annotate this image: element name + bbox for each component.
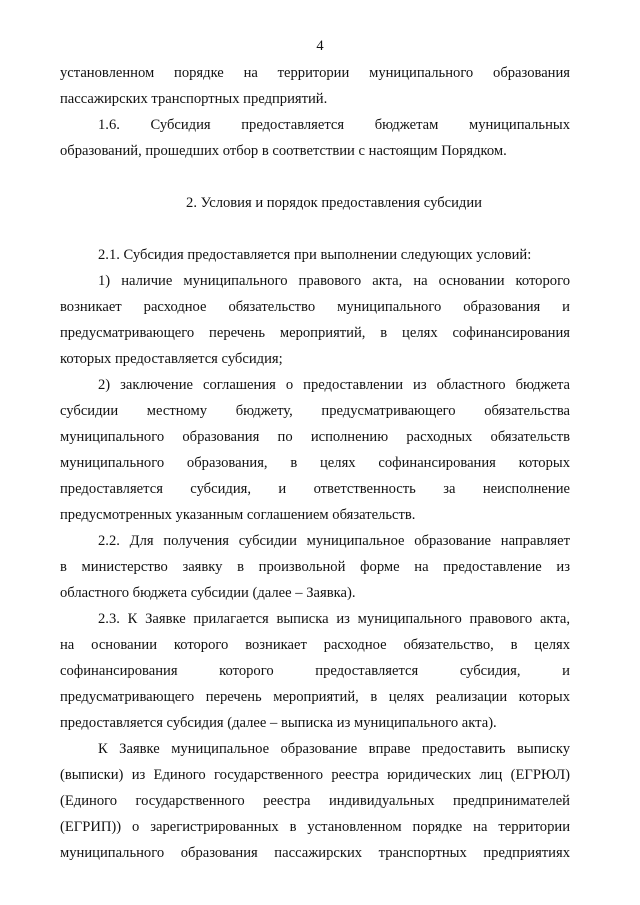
text-line: (ЕГРИП)) о зарегистрированных в установленном порядке на территории (60, 819, 570, 835)
text-line: в министерство заявку в произвольной форме на предоставление из (60, 559, 570, 575)
text-line: К Заявке муниципальное образование вправе предоставить выписку (98, 741, 570, 757)
text-line: на основании которого возникает расходное обязательство, в целях (60, 637, 570, 653)
text-line: пассажирских транспортных предприятий. (60, 91, 328, 107)
text-line: установленном порядке на территории муниципального образования (60, 65, 570, 81)
text-line: 2.2. Для получения субсидии муниципальное образование направляет (98, 533, 570, 549)
text-line: предоставляется субсидия (далее – выписка из муниципального акта). (60, 715, 497, 731)
text-line: 2.3. К Заявке прилагается выписка из муниципального правового акта, (98, 611, 570, 627)
text-line: предусмотренных указанным соглашением обязательств. (60, 507, 416, 523)
section-gap (60, 164, 570, 190)
page-number: 4 (316, 38, 324, 54)
text-line: 2.1. Субсидия предоставляется при выполнении следующих условий: (98, 247, 532, 263)
text-line: 2) заключение соглашения о предоставлении из областного бюджета (98, 377, 570, 393)
text-line: муниципального образования по исполнению расходных обязательств (60, 429, 570, 445)
text-line: (Единого государственного реестра индивидуальных предпринимателей (60, 793, 570, 809)
text-line: образований, прошедших отбор в соответствии с настоящим Порядком. (60, 143, 507, 159)
text-line: предоставляется субсидия, и ответственность за неисполнение (60, 481, 570, 497)
text-line: (выписки) из Единого государственного реестра юридических лиц (ЕГРЮЛ) (60, 767, 570, 783)
text-line: предусматривающего перечень мероприятий, в целях софинансирования (60, 325, 570, 341)
text-line: муниципального образования, в целях софинансирования которых (60, 455, 570, 471)
text-line: которых предоставляется субсидия; (60, 351, 283, 367)
text-line: 1.6. Субсидия предоставляется бюджетам муниципальных (98, 117, 570, 133)
text-line: областного бюджета субсидии (далее – Заявка). (60, 585, 356, 601)
text-line: субсидии местному бюджету, предусматривающего обязательства (60, 403, 570, 419)
text-line: софинансирования которого предоставляется субсидия, и (60, 663, 570, 679)
section-heading: 2. Условия и порядок предоставления субсидии (186, 195, 482, 211)
document-body (60, 60, 570, 866)
text-line: предусматривающего перечень мероприятий, в целях реализации которых (60, 689, 570, 705)
text-line: возникает расходное обязательство муниципального образования и (60, 299, 570, 315)
text-line: 1) наличие муниципального правового акта, на основании которого (98, 273, 570, 289)
section-gap (60, 216, 570, 242)
text-line: муниципального образования пассажирских транспортных предприятиях (60, 845, 570, 861)
